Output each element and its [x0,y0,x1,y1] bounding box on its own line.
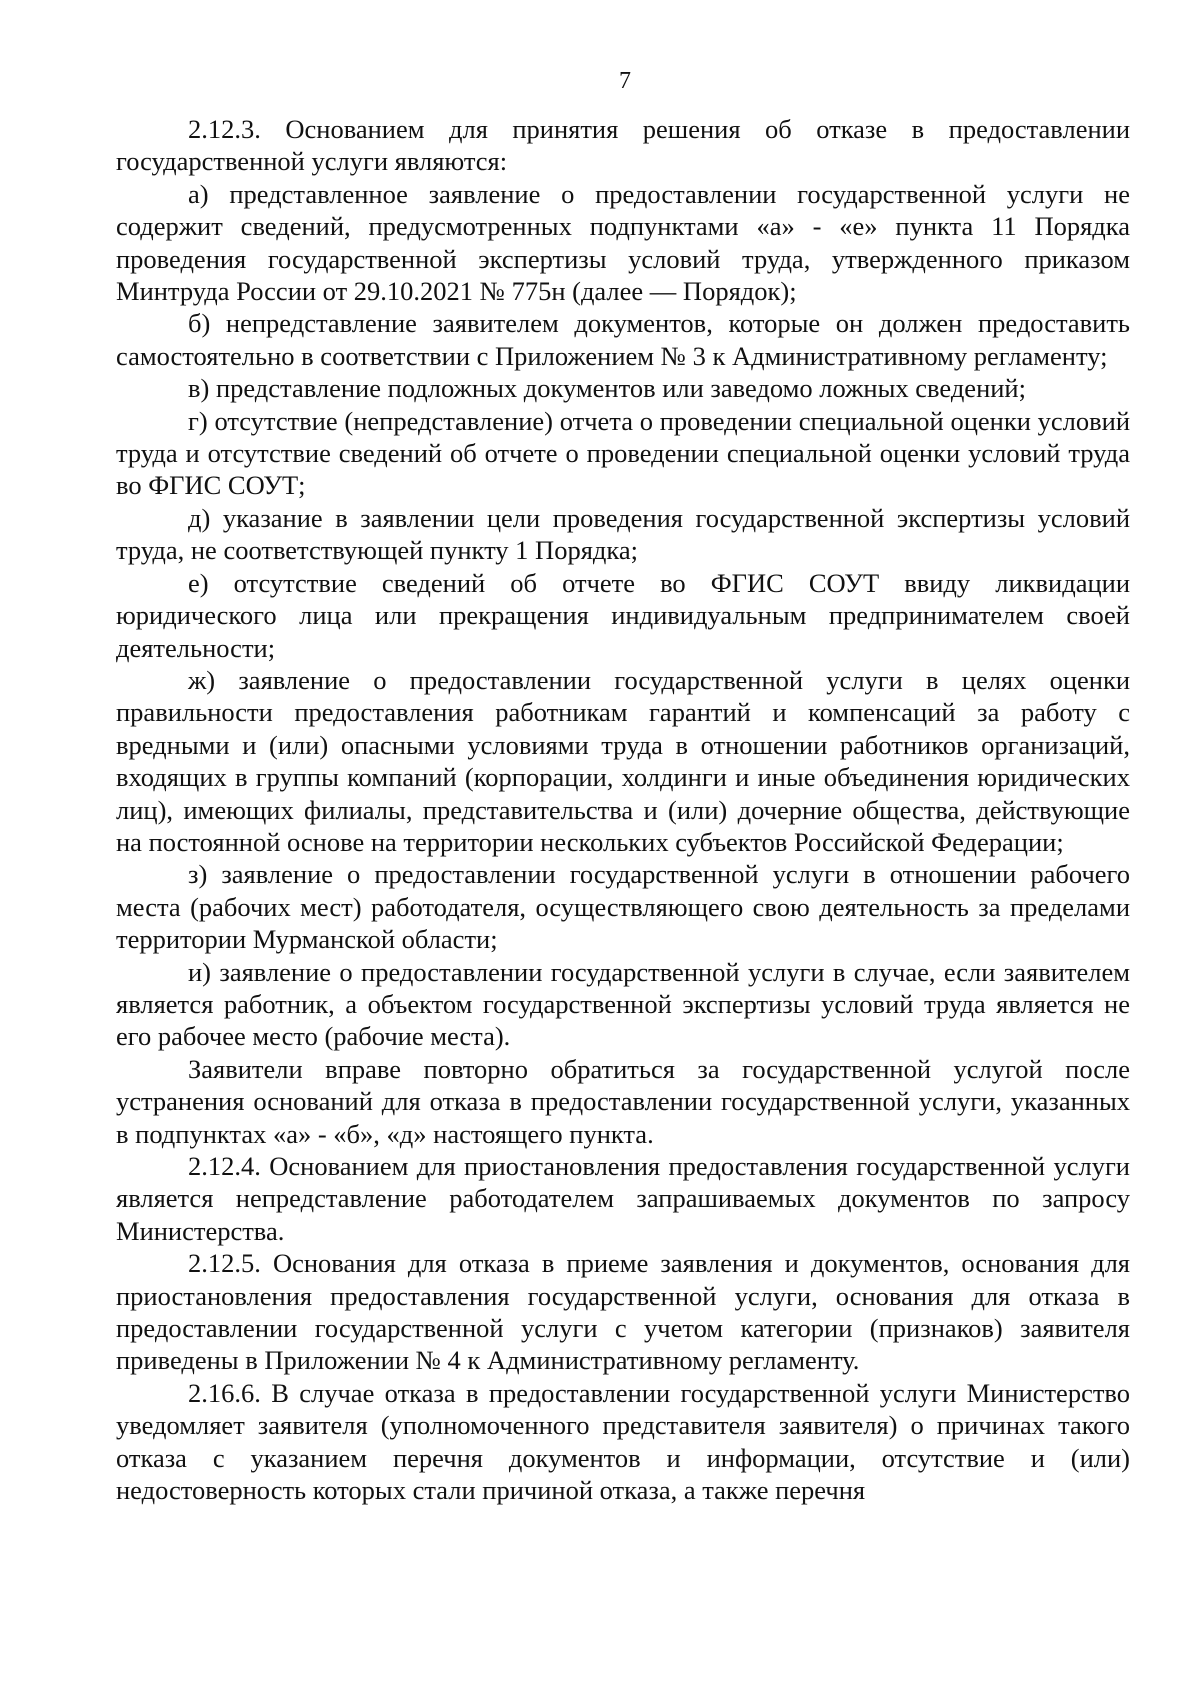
paragraph-2-12-3: 2.12.3. Основанием для принятия решения об отказе в предоставлении государственной услуги являются: [116,114,1130,177]
paragraph-reapply: Заявители вправе повторно обратиться за государственной услугой после устранения оснований для отказа в предоставлении государственной услуги, указанных в подпунктах «а» - «б», «д» настоящего пункта. [116,1053,1130,1149]
list-item-g: г) отсутствие (непредставление) отчета о проведении специальной оценки условий труда и отсутствие сведений об отчете о проведении специальной оценки условий труда во ФГИС СОУТ; [116,405,1130,501]
page-number: 7 [619,68,631,94]
list-item-d: д) указание в заявлении цели проведения государственной экспертизы условий труда, не соответствующей пункту 1 Порядка; [116,502,1130,566]
list-item-e: е) отсутствие сведений об отчете во ФГИС СОУТ ввиду ликвидации юридического лица или прекращения индивидуальным предпринимателем своей деятельности; [116,567,1130,663]
document-body [116,113,1130,1506]
paragraph-2-12-5: 2.12.5. Основания для отказа в приеме заявления и документов, основания для приостановления предоставления государственной услуги, основания для отказа в предоставлении государственной услуги с учетом категории (признаков) заявителя приведены в Приложении № 4 к Административному регламенту. [116,1248,1130,1376]
list-item-v: в) представление подложных документов или заведомо ложных сведений; [188,373,1026,404]
list-item-z: з) заявление о предоставлении государственной услуги в отношении рабочего места (рабочих мест) работодателя, осуществляющего свою деятельность за пределами территории Мурманской области; [116,859,1130,955]
paragraph-2-16-6: 2.16.6. В случае отказа в предоставлении государственной услуги Министерство уведомляет заявителя (уполномоченного представителя заявителя) о причинах такого отказа с указанием перечня документов и информации, отсутствие и (или) недостоверность которых стали причиной отказа, а также перечня [116,1377,1130,1506]
list-item-a: а) представленное заявление о предоставлении государственной услуги не содержит сведений, предусмотренных подпунктами «а» - «е» пункта 11 Порядка проведения государственной экспертизы условий труда, утвержденного приказом Минтруда России от 29.10.2021 № 775н (далее — Порядок); [116,178,1130,307]
list-item-i: и) заявление о предоставлении государственной услуги в случае, если заявителем является работник, а объектом государственной экспертизы условий труда является не его рабочее место (рабочие места). [116,956,1130,1052]
paragraph-2-12-4: 2.12.4. Основанием для приостановления предоставления государственной услуги является непредставление работодателем запрашиваемых документов по запросу Министерства. [116,1151,1130,1246]
list-item-b: б) непредставление заявителем документов, которые он должен предоставить самостоятельно в соответствии с Приложением № 3 к Административному регламенту; [116,308,1130,371]
list-item-zh: ж) заявление о предоставлении государственной услуги в целях оценки правильности предоставления работникам гарантий и компенсаций за работу с вредными и (или) опасными условиями труда в отношении работников организаций, входящих в группы компаний (корпорации, холдинги и иные объединения юридических лиц), имеющих филиалы, представительства и (или) дочерние общества, действующие на постоянной основе на территории нескольких субъектов Российской Федерации; [116,664,1130,857]
